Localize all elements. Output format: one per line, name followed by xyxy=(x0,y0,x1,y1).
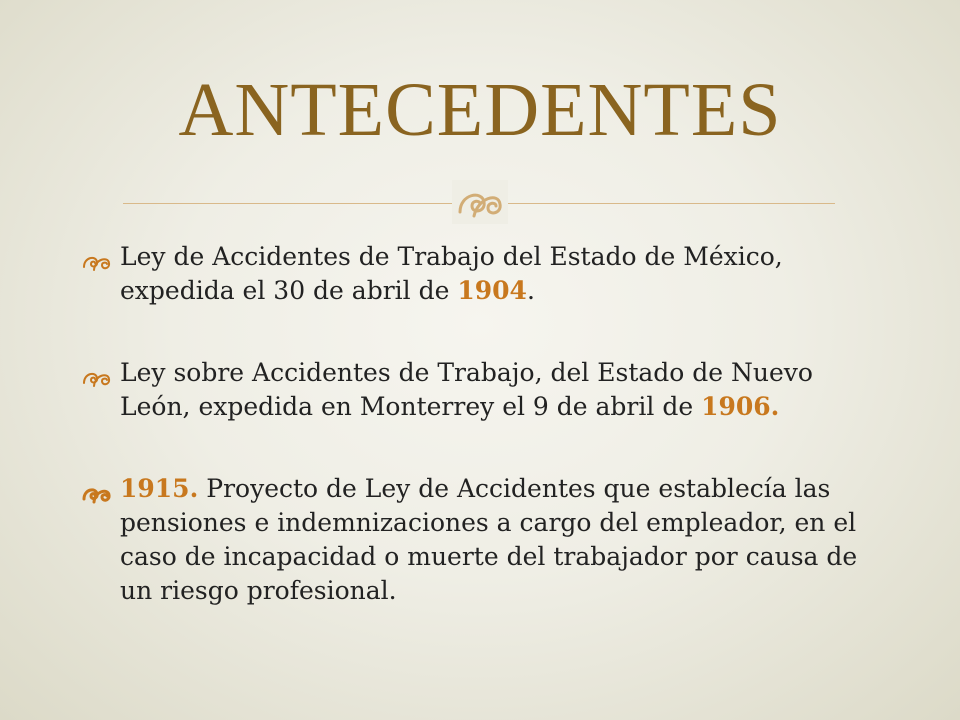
bullet-text: Ley de Accidentes de Trabajo del Estado de México, expedida el 30 de abril de xyxy=(120,242,783,305)
bullet-year: 1906. xyxy=(701,392,780,421)
swirl-ornament-icon xyxy=(452,180,508,224)
bullet-item xyxy=(82,356,882,424)
bullet-text-after: . xyxy=(526,276,535,305)
slide-title: ANTECEDENTES xyxy=(178,68,782,152)
bullet-item xyxy=(82,472,882,608)
bullet-text: Ley sobre Accidentes de Trabajo, del Estado de Nuevo León, expedida en Monterrey el 9 de abril de xyxy=(120,358,813,421)
bullet-year: 1904 xyxy=(457,276,527,305)
bullet-item xyxy=(82,240,882,308)
bullet-text-after: Proyecto de Ley de Accidentes que establecía las pensiones e indemnizaciones a cargo del empleador, en el caso de incapacidad o muerte del trabajador por causa de un riesgo profesional. xyxy=(120,474,858,605)
double-swirl-bullet-icon xyxy=(82,248,116,270)
bullet-list xyxy=(82,240,882,656)
double-swirl-bullet-icon xyxy=(82,480,116,502)
double-swirl-bullet-icon xyxy=(82,364,116,386)
bullet-year: 1915. xyxy=(120,474,199,503)
